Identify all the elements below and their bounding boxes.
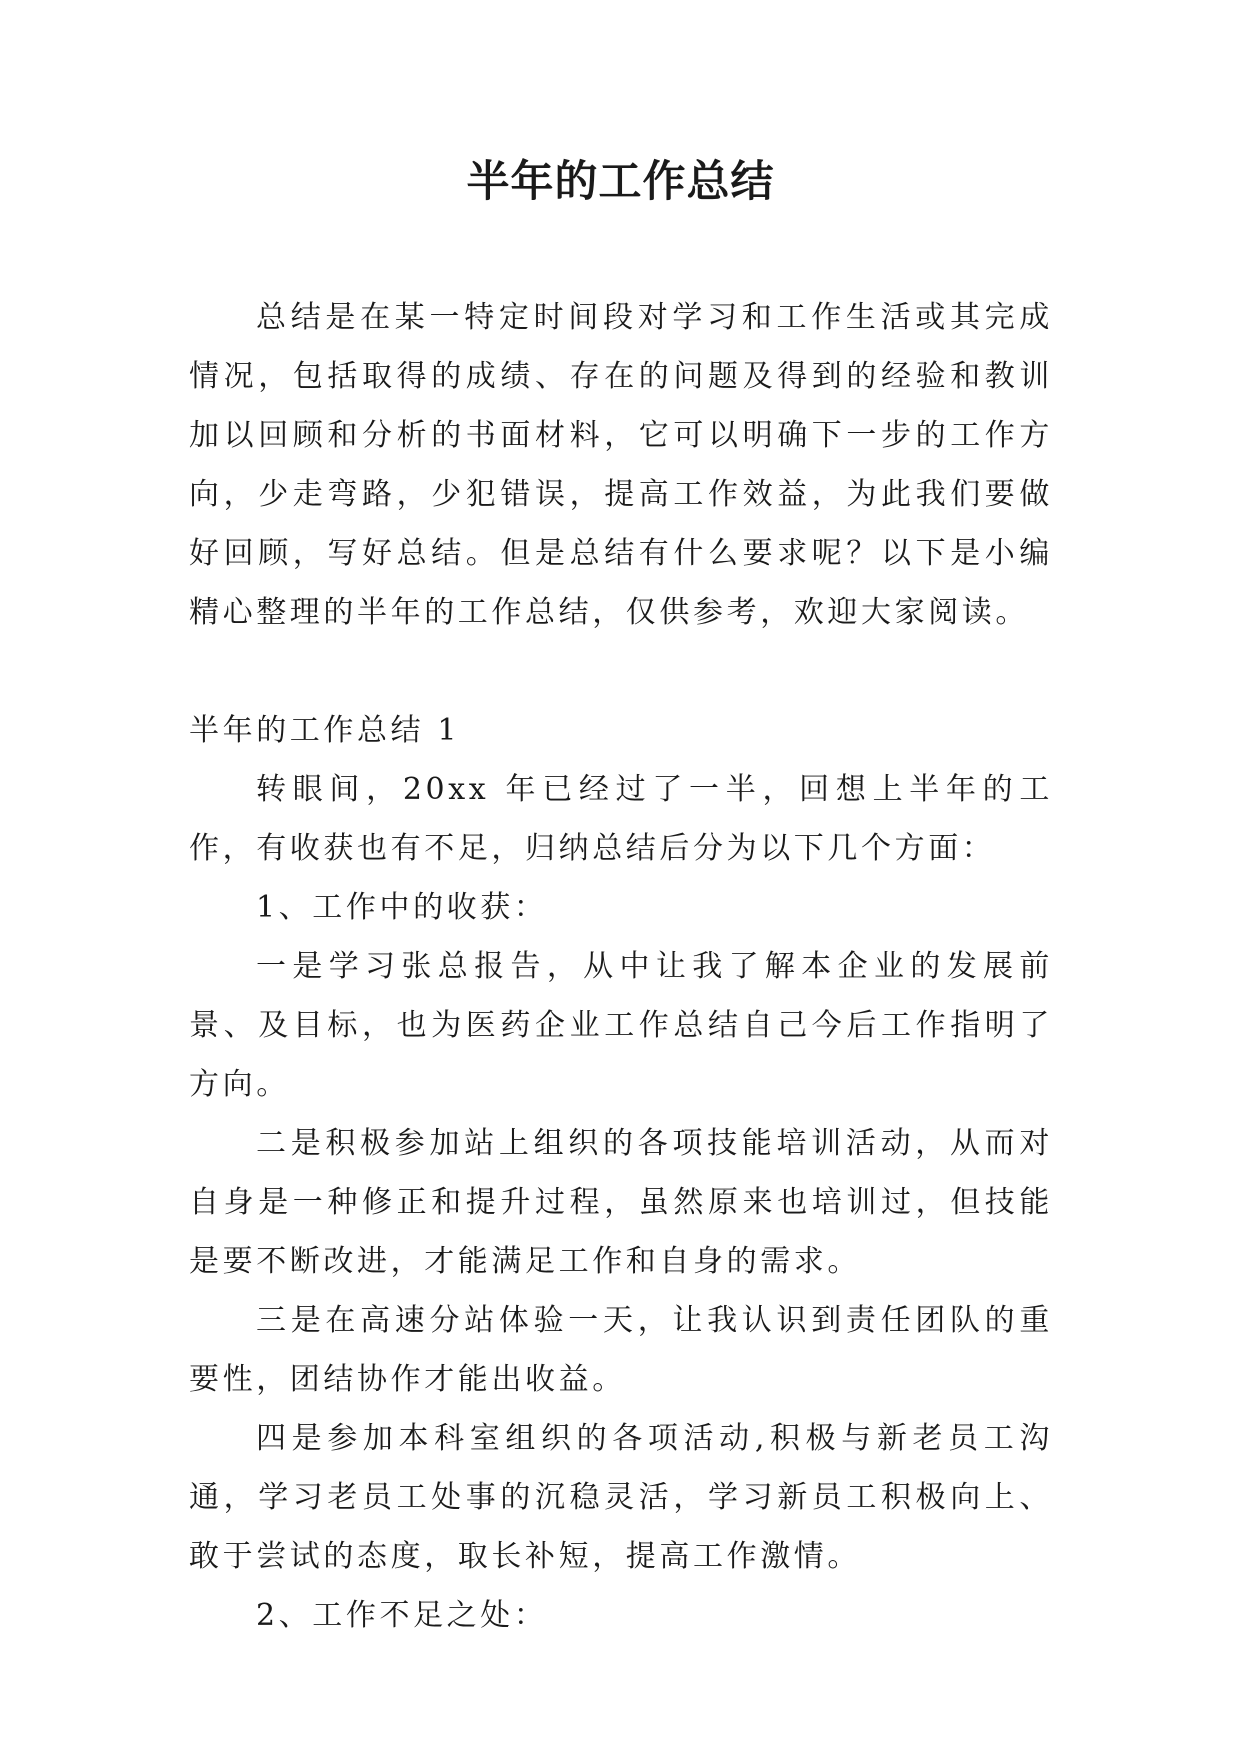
subheading-gains: 1、工作中的收获：: [256, 890, 548, 925]
document-title: 半年的工作总结: [466, 157, 775, 207]
body-paragraph: 四是参加本科室组织的各项活动,积极与新老员工沟通，学习老员工处事的沉稳灵活，学习新员工积极向上、敢于尝试的态度，取长补短，提高工作激情。: [189, 1421, 1053, 1574]
body-paragraph: 转眼间，20xx 年已经过了一半，回想上半年的工作，有收获也有不足，归纳总结后分为以下几个方面：: [189, 772, 1053, 866]
subheading-shortcomings: 2、工作不足之处：: [256, 1598, 548, 1633]
body-paragraph: 二是积极参加站上组织的各项技能培训活动，从而对自身是一种修正和提升过程，虽然原来也培训过，但技能是要不断改进，才能满足工作和自身的需求。: [189, 1126, 1053, 1279]
document-body: [189, 288, 1053, 1645]
section-heading: 半年的工作总结 1: [189, 713, 461, 748]
body-paragraph: 三是在高速分站体验一天，让我认识到责任团队的重要性，团结协作才能出收益。: [189, 1303, 1053, 1397]
body-paragraph: 一是学习张总报告，从中让我了解本企业的发展前景、及目标，也为医药企业工作总结自己今后工作指明了方向。: [189, 949, 1053, 1102]
intro-paragraph: 总结是在某一特定时间段对学习和工作生活或其完成情况，包括取得的成绩、存在的问题及得到的经验和教训加以回顾和分析的书面材料，它可以明确下一步的工作方向，少走弯路，少犯错误，提高工作效益，为此我们要做好回顾，写好总结。但是总结有什么要求呢？以下是小编精心整理的半年的工作总结，仅供参考，欢迎大家阅读。: [189, 300, 1053, 630]
